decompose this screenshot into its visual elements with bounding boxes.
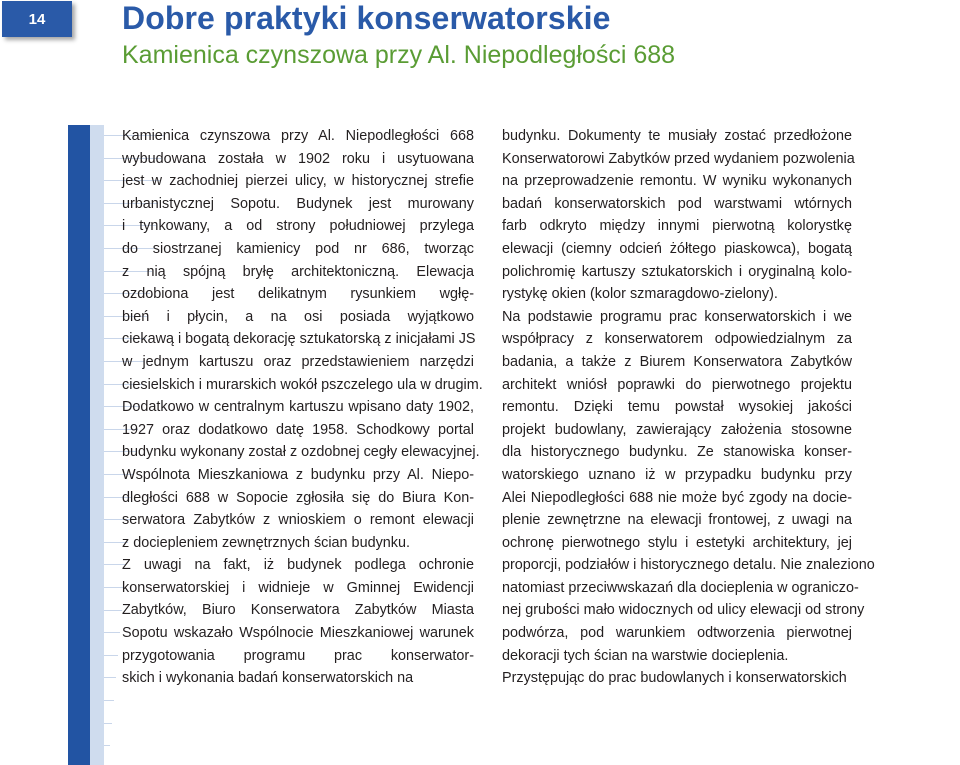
text-line: skich i wykonania badań konserwatorskich na: [122, 670, 414, 687]
page-side-bar-accent: [68, 125, 90, 765]
text-line: z dociepleniem zewnętrznych ścian budynku.: [122, 534, 410, 551]
text-line: Kamienica czynszowa przy Al. Niepodległości 668: [122, 128, 474, 144]
text-line: urbanistycznej Sopotu. Budynek jest murowany: [122, 195, 474, 212]
text-line: farb odkryto między innymi pierwotną kolorystkę: [502, 218, 852, 235]
decorative-stripe: [104, 655, 118, 656]
text-line: architekt wniósł poprawki do pierwotnego projektu: [502, 376, 852, 393]
page-title: Dobre praktyki konserwatorskie: [122, 0, 611, 36]
text-line: Z uwagi na fakt, iż budynek podlega ochronie: [122, 557, 474, 574]
text-line: budynku. Dokumenty te musiały zostać przedłożone: [502, 128, 852, 144]
text-line: dla historycznego budynku. Ze stanowiska konser-: [502, 444, 852, 461]
text-line: z nią spójną bryłę architektoniczną. Elewacja: [122, 263, 474, 280]
text-line: Alei Niepodległości 688 nie może być zgody na docie-: [502, 489, 852, 506]
text-line: polichromię kartuszy sztukatorskich i oryginalną kolo-: [502, 263, 852, 280]
text-line: na przeprowadzenie remontu. W wyniku wykonanych: [502, 173, 852, 190]
page-subtitle: Kamienica czynszowa przy Al. Niepodległości 688: [122, 41, 676, 69]
text-line: ochronę pierwotnego stylu i estetyki architektury, jej: [502, 534, 852, 551]
text-line: dekoracji tych ścian na warstwie docieplenia.: [502, 647, 789, 664]
text-line: Konserwatorowi Zabytków przed wydaniem pozwolenia: [502, 150, 855, 167]
text-line: Na podstawie programu prac konserwatorskich i we: [502, 308, 852, 325]
text-line: jest w zachodniej pierzei ulicy, w historycznej strefie: [122, 173, 474, 190]
decorative-stripe: [104, 610, 122, 611]
text-line: ozdobiona jest delikatnym rysunkiem wgłę-: [122, 286, 474, 303]
text-line: 1927 oraz dodatkowo datę 1958. Schodkowy portal: [122, 421, 474, 438]
decorative-stripe: [104, 723, 112, 724]
text-line: rystykę okien (kolor szmaragdowo-zielony).: [502, 286, 778, 303]
text-line: współpracy z konserwatorem odpowiedzialnym za: [502, 331, 852, 348]
text-line: elewacji (ciemny odcień żółtego piaskowca), bogatą: [502, 240, 852, 257]
text-line: i tynkowany, a od strony południowej przylega: [122, 218, 474, 235]
text-line: Sopotu wskazało Wspólnocie Mieszkaniowej warunek: [122, 625, 474, 642]
text-line: Zabytków, Biuro Konserwatora Zabytków Miasta: [122, 602, 474, 619]
text-line: Przystępując do prac budowlanych i konserwatorskich: [502, 670, 847, 687]
text-line: serwatora Zabytków z wnioskiem o remont elewacji: [122, 512, 474, 529]
page-number: 14: [28, 10, 46, 28]
text-line: natomiast przeciwwskazań dla docieplenia w ograniczo-: [502, 579, 859, 596]
text-line: budynku wykonany został z ozdobnej cegły elewacyjnej.: [122, 444, 480, 461]
text-line: remontu. Dzięki temu powstał wysokiej jakości: [502, 399, 852, 416]
text-line: proporcji, podziałów i historycznego detalu. Nie znaleziono: [502, 557, 875, 574]
text-line: przygotowania programu prac konserwator-: [122, 647, 474, 664]
text-line: Dodatkowo w centralnym kartuszu wpisano daty 1902,: [122, 399, 474, 416]
text-line: ciekawą i bogatą dekorację sztukatorską z inicjałami JS: [122, 331, 476, 348]
left-text-column: [122, 125, 483, 690]
text-line: do siostrzanej kamienicy pod nr 686, tworząc: [122, 240, 474, 257]
text-line: konserwatorskiej i widnieje w Gminnej Ewidencji: [122, 579, 474, 596]
text-line: Wspólnota Mieszkaniowa z budynku przy Al. Niepo-: [122, 466, 474, 483]
text-line: badań konserwatorskich pod warstwami wtórnych: [502, 195, 852, 212]
decorative-stripe: [104, 632, 120, 633]
page-number-badge: [2, 1, 72, 37]
text-line: watorskiego uznano iż w przypadku budynku przy: [502, 466, 852, 483]
text-line: bień i płycin, a na osi posiada wyjątkowo: [122, 308, 474, 325]
decorative-stripe: [104, 745, 110, 746]
text-line: ciesielskich i murarskich wokół pszczelego ula w drugim.: [122, 376, 483, 393]
decorative-stripe: [104, 700, 114, 701]
decorative-stripe: [104, 587, 124, 588]
text-line: w jednym kartuszu oraz przedstawieniem narzędzi: [122, 353, 474, 370]
text-line: badania, a także z Biurem Konserwatora Zabytków: [502, 353, 852, 370]
text-line: projekt budowlany, zawierający założenia stosowne: [502, 421, 852, 438]
decorative-stripe: [104, 677, 116, 678]
text-line: wybudowana została w 1902 roku i usytuowana: [122, 150, 474, 167]
text-line: podwórza, pod warunkiem odtworzenia pierwotnej: [502, 625, 852, 642]
text-line: plenie zewnętrzne na elewacji frontowej, z uwagi na: [502, 512, 852, 529]
page-side-bar: [68, 125, 104, 765]
text-line: dległości 688 w Sopocie zgłosiła się do Biura Kon-: [122, 489, 474, 506]
right-text-column: [502, 125, 875, 690]
text-line: nej grubości mało widocznych od ulicy elewacji od strony: [502, 602, 865, 619]
